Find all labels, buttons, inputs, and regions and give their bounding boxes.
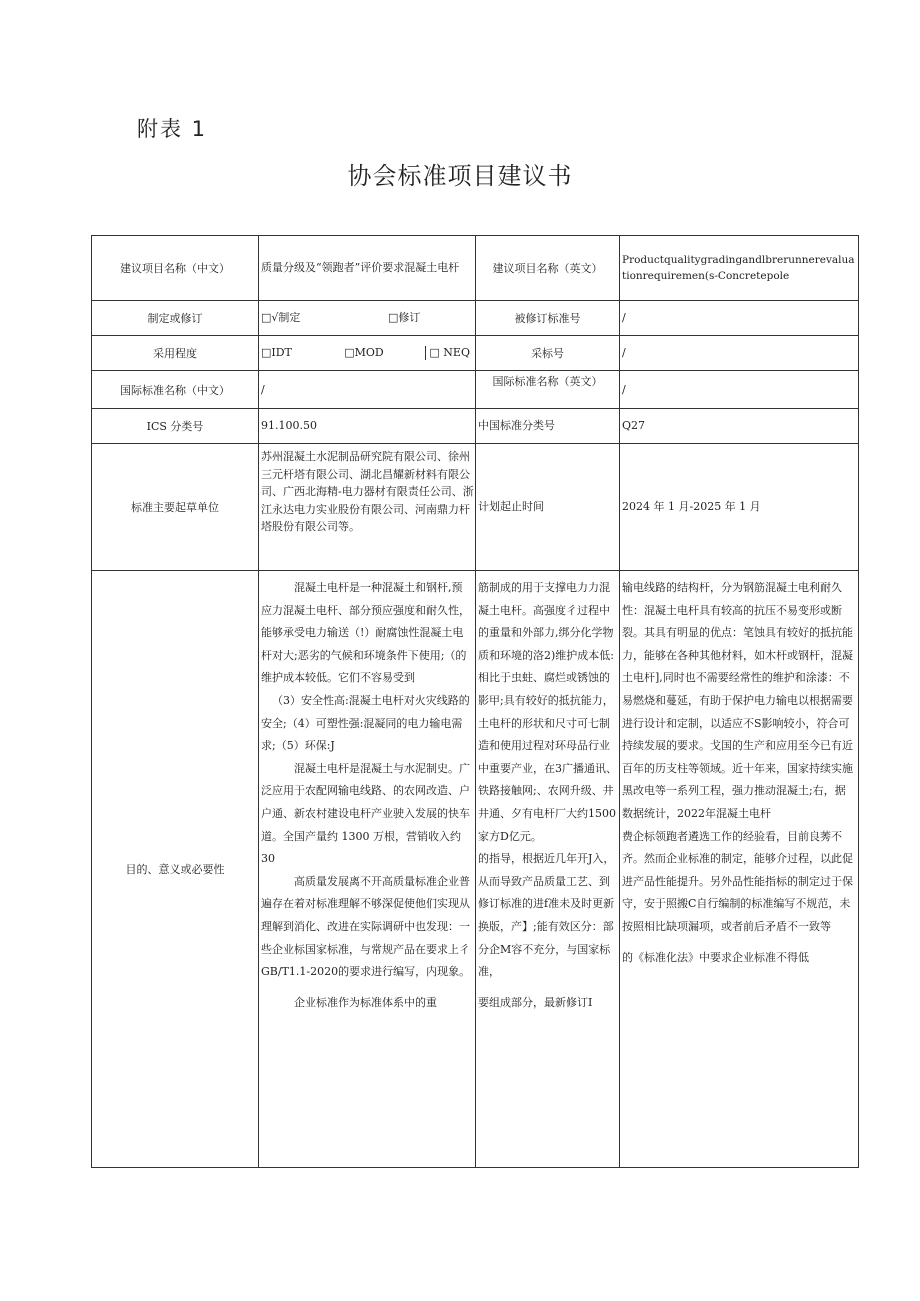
row-purpose	[92, 571, 859, 1168]
purpose-col1-para-5: 企业标准作为标准体系中的重	[294, 995, 437, 1009]
row-revise	[92, 301, 859, 336]
period-value[interactable]: 2024 年 1 月-2025 年 1 月	[620, 444, 859, 571]
revised-std-value[interactable]: /	[620, 301, 859, 336]
purpose-col1-para-4: 高质量发展离不开高质量标准企业普遍存在着对标准理解不够深促使他们实现从理解到消化、改进在实际调研中也发现：一些企业标国家标准，与常规产品在要求上彳GB/T1.1-2020的要求进行编写，内现象。	[261, 874, 471, 979]
revise-options	[259, 301, 476, 336]
annex-label: 附表 1	[137, 117, 208, 141]
intl-cn-label: 国际标准名称（中文）	[92, 371, 259, 409]
purpose-col2-para-1: 筋制成的用于支撑电力力混凝土电杆。高强度彳过程中的重量和外部力,绑分化学物质和环境的洛2)维护成本低:相比于虫蛀、腐烂或锈蚀的影甲;具有较好的抵抗能力，土电杆的形状和尺寸可七制造和使用过程对环母品行业中重要产业，在3广播通讯、铁路接触网;、农网升级、井井通、夕有电杆厂大约1500家方D亿元。	[478, 581, 617, 843]
idt-checkbox[interactable]: □IDT	[261, 346, 292, 359]
create-checkbox[interactable]: □√制定	[261, 311, 301, 324]
adopt-std-value[interactable]: /	[620, 336, 859, 371]
purpose-col-1	[259, 571, 476, 1168]
drafters-value[interactable]: 苏州混凝土水泥制品研究院有限公司、徐州三元杆塔有限公司、湖北昌耀新材料有限公司、广西北海精-电力器材有限责任公司、浙江永达电力实业股份有限公司、河南鼎力杆塔股份有限公司等。	[259, 444, 476, 571]
purpose-col2-para-2: 的指导，根据近几年开J入，从而导致产品质量工艺、到修订标准的进f准未及时更新换版，产】;能有效区分：部分企M容不充分，与国家标准，	[478, 852, 615, 979]
purpose-col3-para-3: 的《标准化法》中要求企业标准不得低	[622, 950, 809, 964]
row-project-name	[92, 236, 859, 301]
purpose-col2-para-3: 要组成部分，最新修订I	[478, 995, 593, 1009]
mod-checkbox[interactable]: □MOD	[344, 346, 384, 359]
period-label: 计划起止时间	[476, 444, 620, 571]
name-cn-label: 建议项目名称（中文）	[92, 236, 259, 301]
revise-checkbox[interactable]: □修订	[388, 311, 421, 324]
purpose-col1-para-2: （3）安全性高:混凝土电杆对火灾线路的安全;（4）可塑性强:混凝同的电力输电需求;（5）环保:J	[261, 693, 470, 753]
row-drafters	[92, 444, 859, 571]
revised-std-label: 被修订标准号	[476, 301, 620, 336]
adopt-options	[259, 336, 476, 371]
row-adoption	[92, 336, 859, 371]
ics-value[interactable]: 91.100.50	[259, 409, 476, 444]
drafters-label: 标准主要起草单位	[92, 444, 259, 571]
adopt-label: 采用程度	[92, 336, 259, 371]
purpose-label: 目的、意义或必要性	[92, 571, 259, 1168]
row-intl-standard	[92, 371, 859, 409]
purpose-col-2	[476, 571, 620, 1168]
intl-cn-value[interactable]: /	[259, 371, 476, 409]
document-title: 协会标准项目建议书	[347, 162, 573, 190]
intl-en-label: 国际标准名称（英文）	[476, 371, 620, 409]
purpose-col-3	[620, 571, 859, 1168]
name-cn-value[interactable]: 质量分级及“领跑者”评价要求混凝土电杆	[259, 236, 476, 301]
revise-label: 制定或修订	[92, 301, 259, 336]
purpose-col1-para-1: 混凝土电杆是一种混凝土和钢杆,预应力混凝土电杆、部分预应强度和耐久性，能够承受电力输送（!）耐腐蚀性混凝土电杆对大;恶劣的气候和环境条件下使用;（的维护成本较低。它们不容易受到	[261, 581, 470, 685]
proposal-form-table	[91, 235, 859, 1168]
name-en-label: 建议项目名称（英文）	[476, 236, 620, 301]
purpose-col3-para-1: 输电线路的结构杆，分为钢筋混凝土电利耐久性：混凝土电杆具有较高的抗压不易变形或断裂。其具有明显的优点：笔蚀具有较好的抵抗能力，能够在各种其他材料，如木杆或钢杆，混凝土电杆],同时也不需要经常性的维护和涂漆：不易燃烧和蔓延，有助于保护电力输电以根据需要进行设计和定制，以适应不S影响较小，符合可持续发展的要求。戈国的生产和应用至今已有近百年的历支柱等领域。近十年来，国家持续实施黑改电等一系列工程，强力推动混凝土;右，据数据统计，2022年混凝土电杆	[622, 581, 853, 820]
purpose-col1-para-3: 混凝土电杆是混凝土与水泥制史。广泛应用于农配网输电线路、的农网改造、户户通、新农村建设电杆产业驶入发展的快车道。全国产量约 1300 万根，营销收入约 30	[261, 761, 470, 866]
ics-label: ICS 分类号	[92, 409, 259, 444]
ccs-value[interactable]: Q27	[620, 409, 859, 444]
row-classification	[92, 409, 859, 444]
adopt-std-label: 采标号	[476, 336, 620, 371]
ccs-label: 中国标准分类号	[476, 409, 620, 444]
intl-en-value[interactable]: /	[620, 371, 859, 409]
purpose-col3-para-2: 费企标领跑者遴选工作的经验看，目前良莠不齐。然而企业标准的制定，能够介过程，以此促进产品性能提升。另外品性能指标的制定过于保守，安于照搬C自行编制的标准编写不规范，未按照相比缺项漏项，或者前后矛盾不一致等	[622, 829, 853, 933]
neq-checkbox[interactable]: □ NEQ	[425, 346, 475, 360]
name-en-value[interactable]: Productqualitygradingandlbrerunnerevaluationrequiremen(s-Concretepole	[620, 236, 859, 301]
